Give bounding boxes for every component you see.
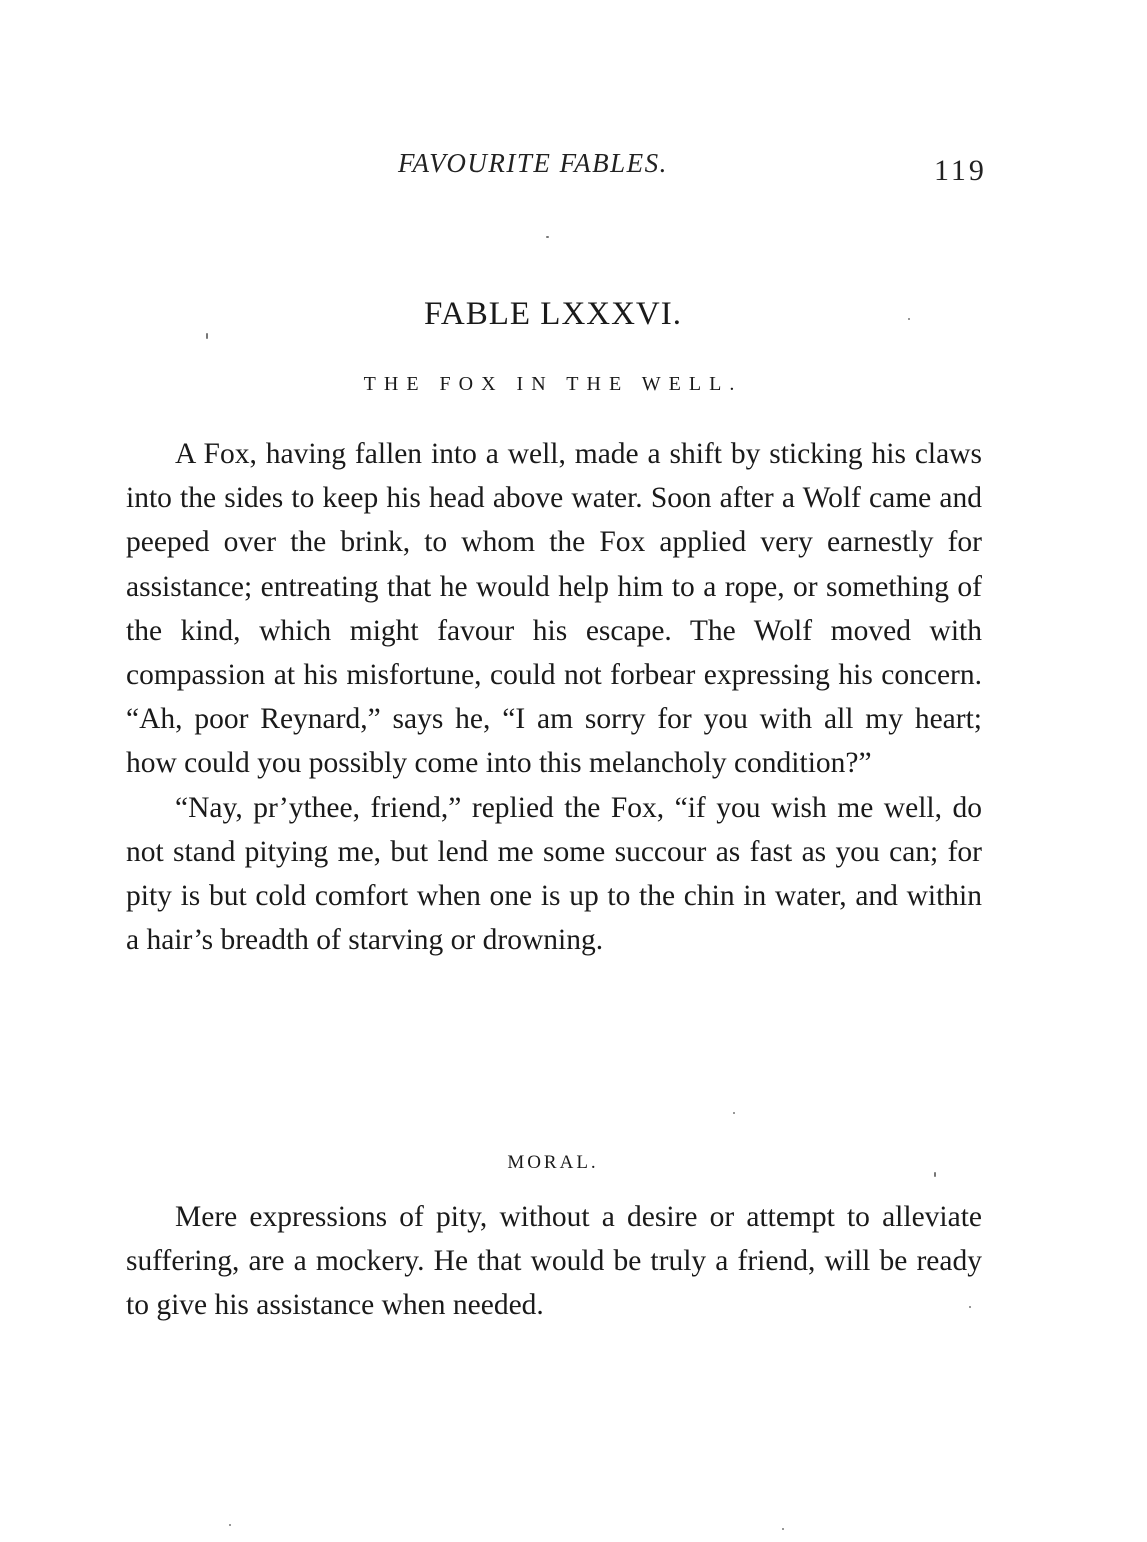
scan-speck (733, 1112, 735, 1114)
moral-body (126, 1195, 982, 1328)
scan-speck (908, 318, 910, 320)
running-head-title: FAVOURITE FABLES. (398, 148, 668, 178)
scan-speck (969, 1306, 971, 1308)
scan-speck (934, 1172, 936, 1177)
fable-body (126, 432, 982, 962)
moral-heading: MORAL. (507, 1152, 599, 1173)
fable-number: FABLE LXXXVI. (423, 296, 683, 332)
fable-paragraph: A Fox, having fallen into a well, made a shift by sticking his claws into the sides to keep his head above water. Soon after a Wolf came and peeped over the brink, to whom the Fox applied very earnestly for assistance; entreating that he would help him to a rope, or something of the kind, which might favour his escape. The Wolf moved with compassion at his misfortune, could not forbear expressing his concern. “Ah, poor Reynard,” says he, “I am sorry for you with all my heart; how could you possibly come into this melancholy condition?” (126, 438, 982, 780)
scan-speck (229, 1524, 231, 1526)
moral-paragraph: Mere expressions of pity, without a desire or attempt to alleviate suffering, are a mockery. He that would be truly a friend, will be ready to give his assistance when needed. (126, 1201, 982, 1322)
scan-speck (782, 1528, 784, 1530)
fable-paragraph: “Nay, pr’ythee, friend,” replied the Fox, “if you wish me well, do not stand pitying me, but lend me some succour as fast as you can; for pity is but cold comfort when one is up to the chin in water, and within a hair’s breadth of starving or drowning. (126, 791, 982, 957)
fable-title: THE FOX IN THE WELL. (363, 373, 743, 395)
scan-speck (206, 333, 208, 339)
running-head (0, 148, 1147, 188)
page-number: 119 (934, 154, 987, 187)
scan-speck (546, 236, 549, 238)
